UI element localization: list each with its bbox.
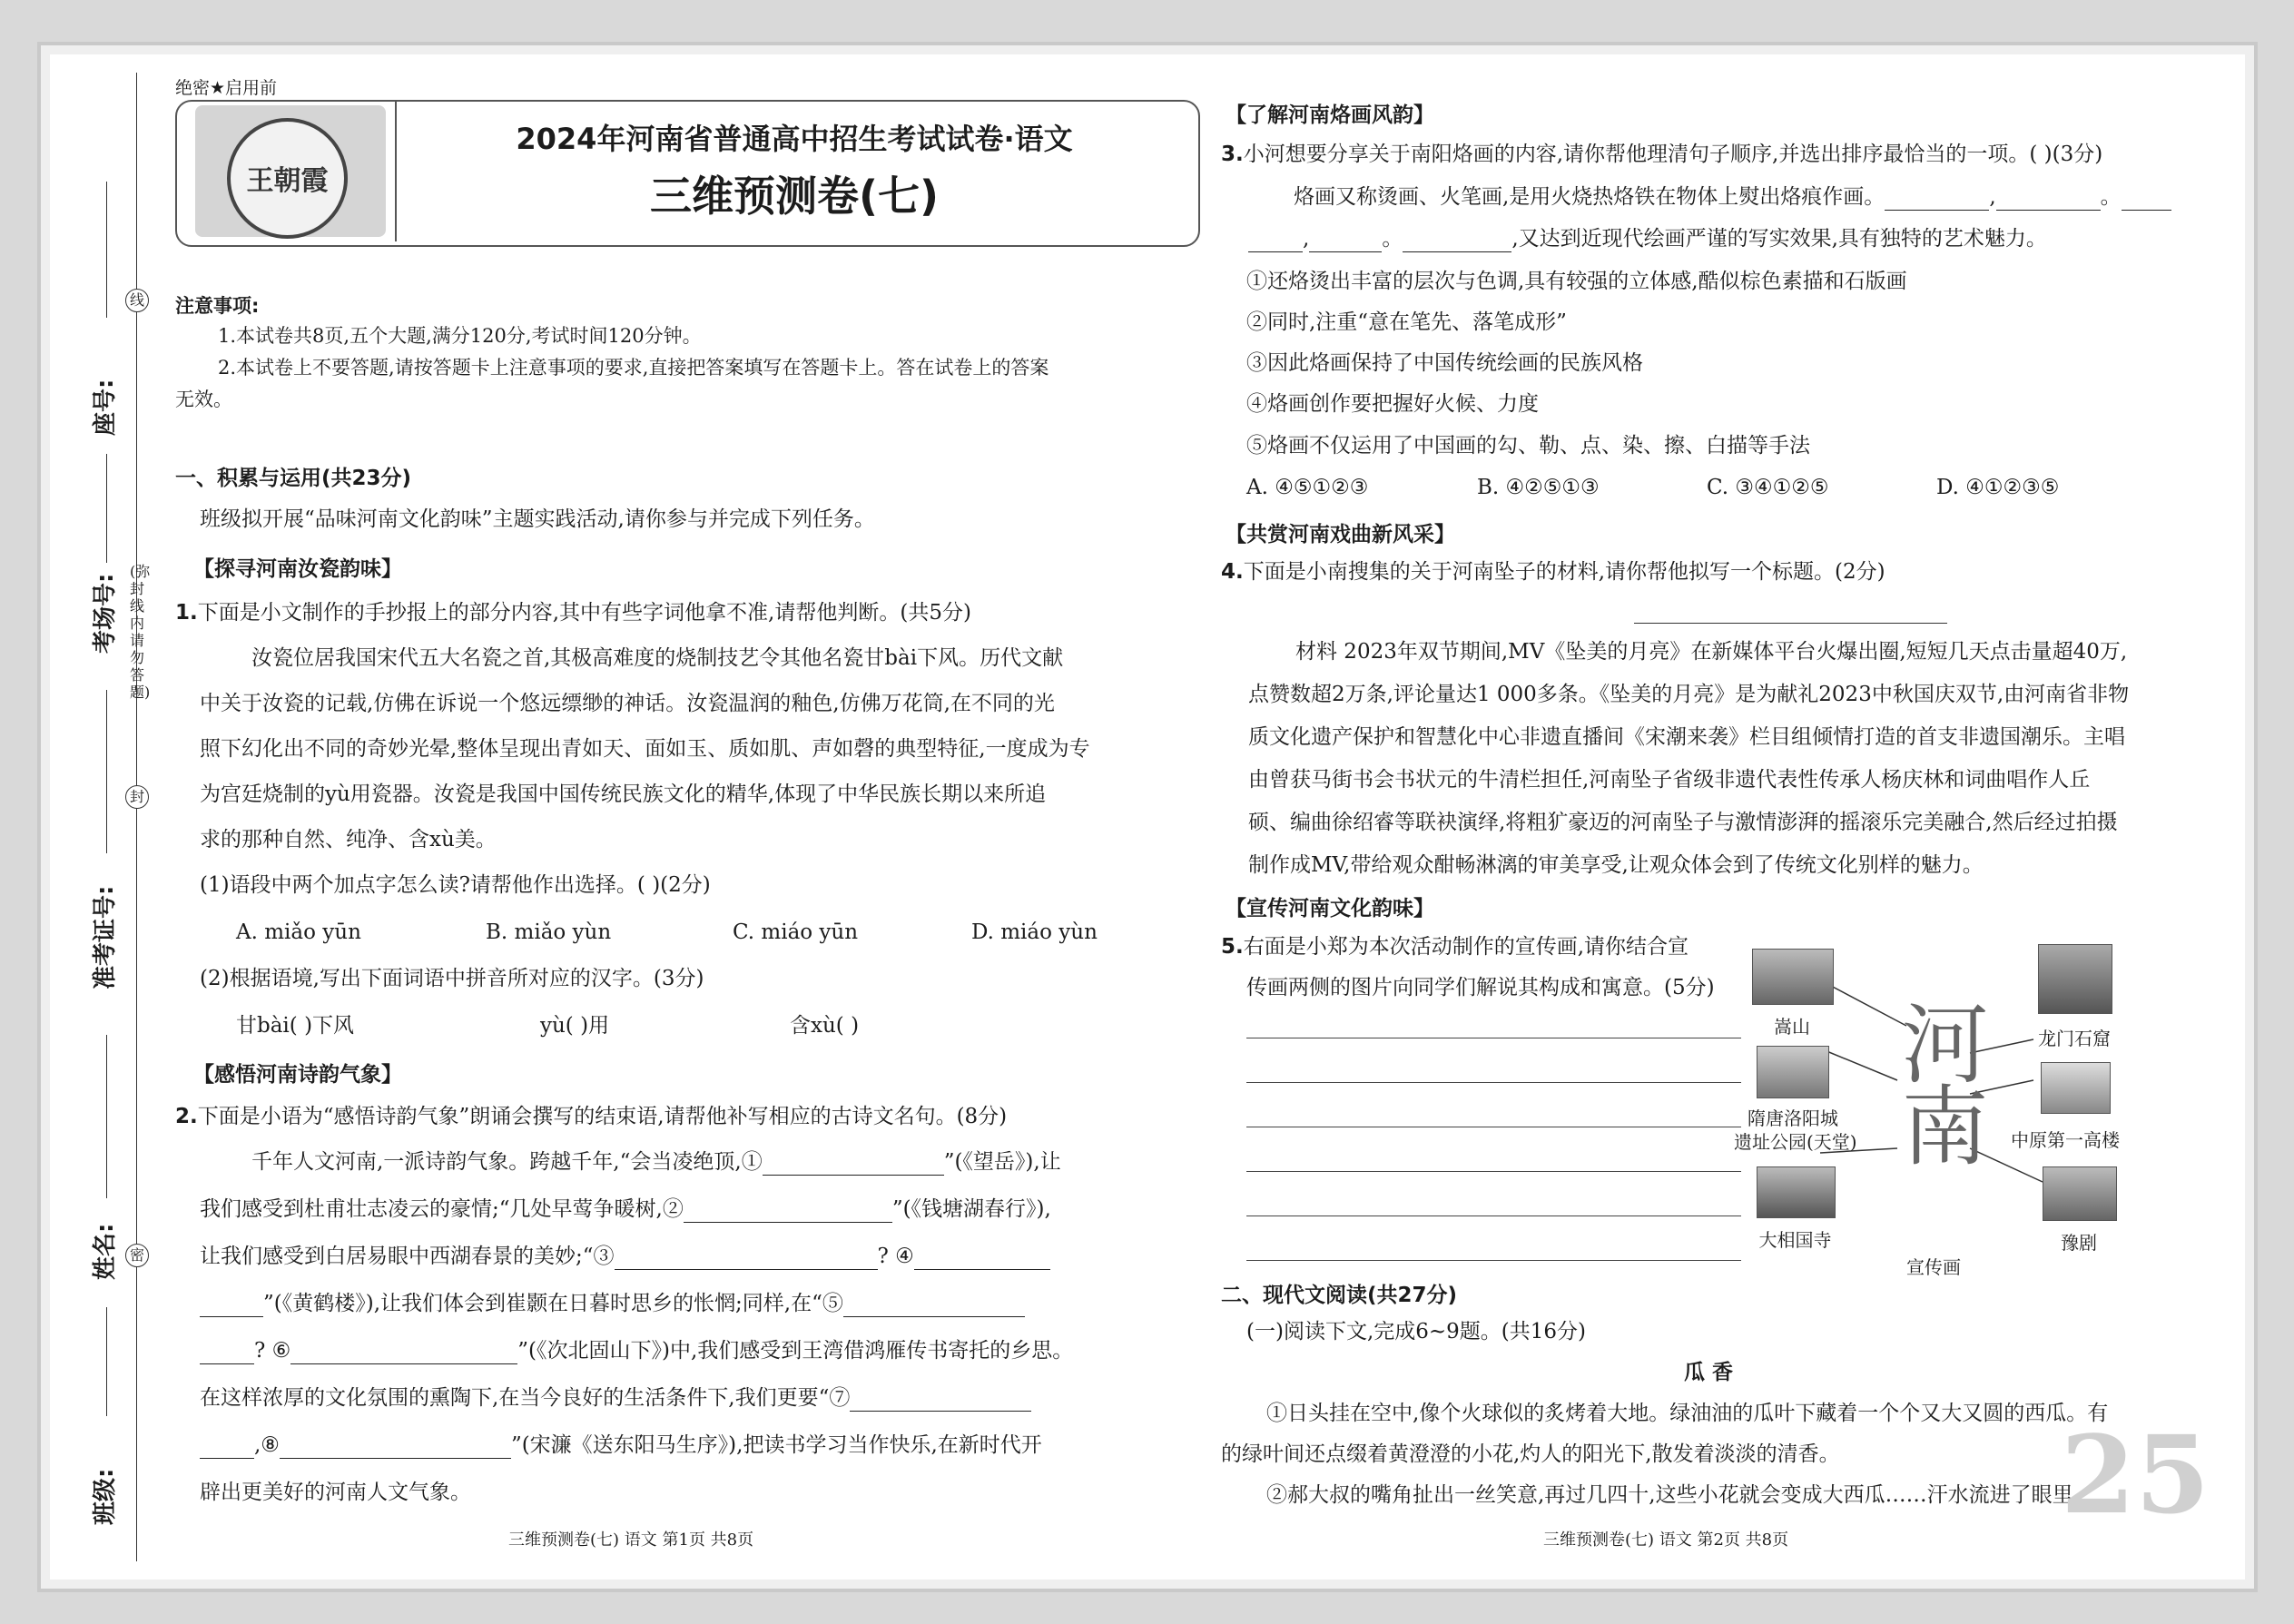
q3-blank-4[interactable]: [1309, 230, 1382, 252]
q3-line-2: , 。 ,又达到近现代绘画严谨的写实效果,具有独特的艺术魅力。: [1248, 225, 2047, 252]
q1-text-1: 汝瓷位居我国宋代五大名瓷之首,其极高难度的烧制技艺令其他名瓷甘bài下风。历代文献: [251, 646, 1064, 670]
sub-xiqu: 【共赏河南戏曲新风采】: [1226, 523, 1455, 546]
q3-item-5: ⑤烙画不仅运用了中国画的勾、勒、点、染、擦、白描等手法: [1246, 434, 1810, 458]
room-label: 考场号:: [92, 573, 119, 654]
longmen-photo: [2038, 944, 2112, 1014]
q2-line-8: 辟出更美好的河南人文气象。: [200, 1481, 471, 1504]
q3-option-b[interactable]: B. ④②⑤①③: [1477, 476, 1600, 499]
yuju-label: 豫剧: [2061, 1232, 2097, 1254]
q3-blank-1[interactable]: [1885, 188, 1989, 211]
secret-mark: 绝密★启用前: [175, 78, 278, 98]
promo-poster: [1734, 944, 2120, 1298]
notice-title: 注意事项:: [175, 295, 260, 317]
q4-material-4: 由曾获马街书会书状元的牛清栏担任,河南坠子省级非遗代表性传承人杨庆林和词曲唱作人丘: [1248, 768, 2091, 792]
q4-material-2: 点赞数超2万条,评论量达1 000多条。《坠美的月亮》是为献礼2023中秋国庆双节,由河南省非物: [1248, 683, 2130, 706]
q5-answer-line-4[interactable]: [1246, 1171, 1741, 1172]
q4-material-5: 硕、编曲徐绍睿等联袂演绎,将粗犷豪迈的河南坠子与激情澎湃的摇滚乐完美融合,然后经过拍摄: [1248, 811, 2118, 834]
ticket-label: 准考证号:: [92, 885, 119, 989]
sub-ruci: 【探寻河南汝瓷韵味】: [193, 557, 402, 581]
q5-answer-line-6[interactable]: [1246, 1260, 1741, 1261]
notice-line-2: 2.本试卷上不要答题,请按答题卡上注意事项的要求,直接把答案填写在答题卡上。答在试卷上的答案: [218, 357, 1049, 379]
q4-answer-line[interactable]: [1634, 623, 1947, 624]
q2-blank-6[interactable]: [290, 1342, 517, 1364]
essay-para-1b: 的绿叶间还点缀着黄澄澄的小花,灼人的阳光下,散发着淡淡的清香。: [1221, 1442, 1840, 1466]
q3-item-4: ④烙画创作要把握好火候、力度: [1246, 392, 1539, 416]
exam-subtitle: 三维预测卷(七): [649, 172, 940, 221]
q3-option-a[interactable]: A. ④⑤①②③: [1246, 476, 1369, 499]
xiangguo-label: 大相国寺: [1758, 1229, 1832, 1251]
q1-blank-1[interactable]: 甘bài( )下风: [236, 1014, 355, 1038]
q3-option-c[interactable]: C. ③④①②⑤: [1707, 476, 1829, 499]
q1-text-5: 求的那种自然、纯净、含xù美。: [200, 828, 497, 851]
page-badge: 25: [2061, 1412, 2210, 1538]
essay-para-1: ①日头挂在空中,像个火球似的炙烤着大地。绿油油的瓜叶下藏着一个个又大又圆的西瓜。有: [1266, 1402, 2109, 1425]
q2-line-4: ”(《黄鹤楼》),让我们体会到崔颢在日暮时思乡的怅惘;同样,在“⑤: [200, 1290, 1025, 1317]
sub-xuanchuan: 【宣传河南文化韵味】: [1226, 897, 1434, 920]
q2-line-3: 让我们感受到白居易眼中西湖春景的美妙;“③ ? ④: [200, 1243, 1050, 1270]
part2-sub: (一)阅读下文,完成6~9题。(共16分): [1246, 1320, 1587, 1343]
q2-stem: 2.下面是小语为“感悟诗韵气象”朗诵会撰写的结束语,请帮他补写相应的古诗文名句。(8分): [175, 1105, 1008, 1128]
q1-text-2: 中关于汝瓷的记载,仿佛在诉说一个悠远缥缈的神话。汝瓷温润的釉色,仿佛万花筒,在不同的光: [200, 692, 1055, 715]
q2-line-2: 我们感受到杜甫壮志凌云的豪情;“几处早莺争暖树,② ”(《钱塘湖春行》),: [200, 1197, 1051, 1221]
q3-blank-2[interactable]: [1996, 188, 2101, 211]
longmen-label: 龙门石窟: [2038, 1028, 2111, 1049]
exam-sheet: [50, 54, 2245, 1580]
q1-blank-3[interactable]: 含xù( ): [790, 1014, 860, 1038]
q3-option-d[interactable]: D. ④①②③⑤: [1936, 476, 2060, 499]
binding-mark-feng: 封: [125, 785, 149, 809]
q3-line-1: 烙画又称烫画、火笔画,是用火烧热烙铁在物体上熨出烙痕作画。 , 。: [1294, 183, 2171, 211]
part1-title: 一、积累与运用(共23分): [175, 467, 412, 490]
q1-text-4: 为宫廷烧制的yù用瓷器。汝瓷是我国中国传统民族文化的精华,体现了中华民族长期以来所追: [200, 782, 1047, 806]
seat-label: 座号:: [92, 379, 119, 436]
logo-seal: [227, 118, 348, 239]
q2-blank-1[interactable]: [763, 1153, 944, 1176]
class-label: 班级:: [92, 1468, 119, 1525]
q2-blank-5a[interactable]: [843, 1294, 1025, 1317]
q1-sub1: (1)语段中两个加点字怎么读?请帮他作出选择。( )(2分): [200, 873, 711, 897]
q2-blank-7a[interactable]: [850, 1389, 1031, 1412]
q1-option-b[interactable]: B. miǎo yùn: [486, 920, 612, 944]
poster-henan-text: 河南: [1887, 999, 1989, 1162]
q2-blank-7b[interactable]: [200, 1436, 254, 1459]
gaolou-photo: [2041, 1062, 2111, 1114]
q1-sub2: (2)根据语境,写出下面词语中拼音所对应的汉字。(3分): [200, 967, 704, 990]
songshan-label: 嵩山: [1774, 1016, 1810, 1038]
q2-line-5: ? ⑥ ”(《次北固山下》)中,我们感受到王湾借鸿雁传书寄托的乡思。: [200, 1337, 1073, 1364]
logo-text: 王朝霞: [246, 165, 329, 197]
songshan-photo: [1752, 949, 1834, 1005]
q3-item-1: ①还烙烫出丰富的层次与色调,具有较强的立体感,酷似棕色素描和石版画: [1246, 270, 1907, 293]
notice-line-1: 1.本试卷共8页,五个大题,满分120分,考试时间120分钟。: [218, 325, 702, 347]
footer-right: 三维预测卷(七) 语文 第2页 共8页: [1543, 1530, 1789, 1550]
sub-shiyun: 【感悟河南诗韵气象】: [193, 1063, 402, 1087]
footer-left: 三维预测卷(七) 语文 第1页 共8页: [508, 1530, 754, 1550]
q3-blank-5[interactable]: [1403, 230, 1511, 252]
exam-title: 2024年河南省普通高中招生考试试卷·语文: [516, 122, 1073, 156]
tiantang-label-1: 隋唐洛阳城: [1748, 1107, 1838, 1129]
q4-material-3: 质文化遗产保护和智慧化中心非遗直播间《宋潮来袭》栏目组倾情打造的首支非遗国潮乐。主唱: [1248, 725, 2125, 749]
q3-blank-3[interactable]: [2122, 188, 2171, 211]
binding-mark-mi: 密: [125, 1244, 149, 1267]
xiangguo-photo: [1757, 1166, 1836, 1218]
binding-note: (弥封线内请勿答题): [130, 563, 151, 701]
tiantang-photo: [1757, 1046, 1829, 1098]
sub-laohua: 【了解河南烙画风韵】: [1226, 103, 1434, 127]
q1-blank-2[interactable]: yù( )用: [540, 1014, 610, 1038]
q2-blank-4a[interactable]: [914, 1247, 1050, 1270]
q2-line-7: ,⑧ ”(宋濂《送东阳马生序》),把读书学习当作快乐,在新时代开: [200, 1432, 1042, 1459]
q2-blank-5b[interactable]: [200, 1342, 254, 1364]
q2-line-1: 千年人文河南,一派诗韵气象。跨越千年,“会当凌绝顶,① ”(《望岳》),让: [251, 1150, 1061, 1174]
q2-blank-2[interactable]: [684, 1200, 892, 1223]
q3-stem: 3.小河想要分享关于南阳烙画的内容,请你帮他理清句子顺序,并选出排序最恰当的一项。( )(3分): [1221, 143, 2103, 166]
q1-option-d[interactable]: D. miáo yùn: [971, 920, 1098, 944]
q3-blank-3b[interactable]: [1248, 230, 1303, 252]
name-label: 姓名:: [92, 1223, 119, 1280]
part1-intro: 班级拟开展“品味河南文化韵味”主题实践活动,请你参与并完成下列任务。: [200, 507, 875, 531]
poster-caption: 宣传画: [1906, 1256, 1961, 1278]
q4-material-6: 制作成MV,带给观众酣畅淋漓的审美享受,让观众体会到了传统文化别样的魅力。: [1248, 853, 1984, 877]
q1-option-a[interactable]: A. miǎo yūn: [236, 920, 361, 944]
q2-blank-8[interactable]: [280, 1436, 511, 1459]
q1-text-3: 照下幻化出不同的奇妙光晕,整体呈现出青如天、面如玉、质如肌、声如磬的典型特征,一度成为专: [200, 737, 1090, 761]
q5-stem-1: 5.右面是小郑为本次活动制作的宣传画,请你结合宣: [1221, 935, 1689, 959]
q1-stem: 1.下面是小文制作的手抄报上的部分内容,其中有些字词他拿不准,请帮他判断。(共5分): [175, 601, 971, 625]
notice-line-3: 无效。: [175, 389, 232, 410]
yuju-photo: [2043, 1166, 2117, 1221]
binding-mark-xian: 线: [125, 289, 149, 312]
q2-blank-4b[interactable]: [200, 1294, 263, 1317]
q2-blank-3[interactable]: [615, 1247, 878, 1270]
q1-option-c[interactable]: C. miáo yūn: [733, 920, 859, 944]
gaolou-label: 中原第一高楼: [2011, 1129, 2120, 1151]
q3-item-3: ③因此烙画保持了中国传统绘画的民族风格: [1246, 351, 1643, 375]
q4-material-1: 材料 2023年双节期间,MV《坠美的月亮》在新媒体平台火爆出圈,短短几天点击量超40万,: [1295, 640, 2128, 664]
q4-stem: 4.下面是小南搜集的关于河南坠子的材料,请你帮他拟写一个标题。(2分): [1221, 560, 1885, 584]
essay-title: 瓜 香: [1684, 1361, 1734, 1384]
essay-para-2: ②郝大叔的嘴角扯出一丝笑意,再过几四十,这些小花就会变成大西瓜……汗水流进了眼里,: [1266, 1483, 2080, 1507]
q3-item-2: ②同时,注重“意在笔先、落笔成形”: [1246, 310, 1567, 334]
tiantang-label-2: 遗址公园(天堂): [1734, 1131, 1857, 1153]
q5-answer-line-2[interactable]: [1246, 1082, 1741, 1083]
q5-stem-2: 传画两侧的图片向同学们解说其构成和寓意。(5分): [1246, 976, 1715, 999]
q2-line-6: 在这样浓厚的文化氛围的熏陶下,在当今良好的生活条件下,我们更要“⑦: [200, 1384, 1031, 1412]
part2-title: 二、现代文阅读(共27分): [1221, 1284, 1458, 1307]
